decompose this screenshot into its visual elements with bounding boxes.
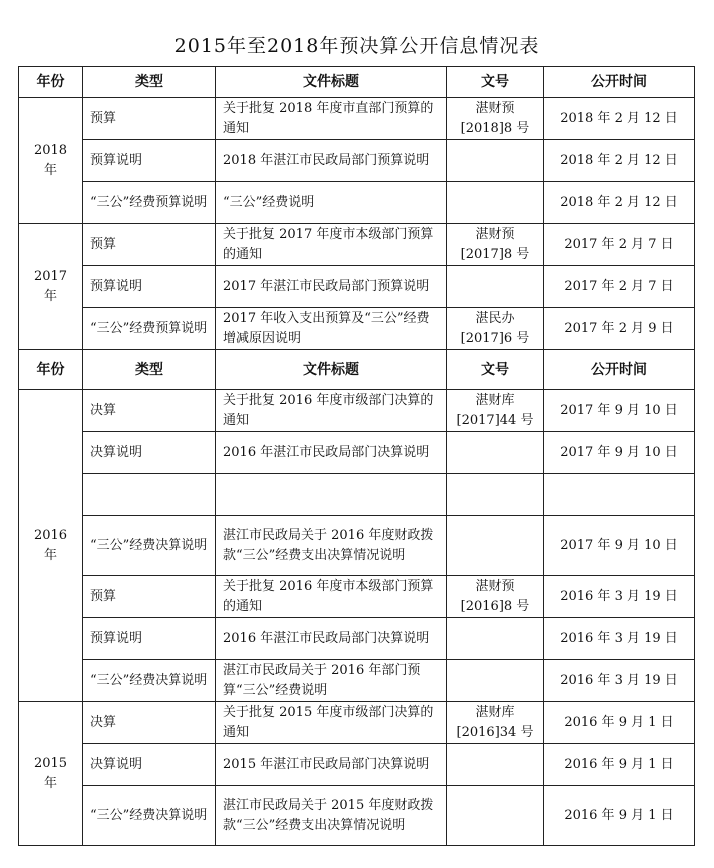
doc-title-cell: 2018 年湛江市民政局部门预算说明 (216, 140, 447, 182)
date-cell: 2017 年 2 月 7 日 (544, 224, 695, 266)
doc-no-cell (447, 786, 544, 846)
type-cell: 预算 (83, 98, 216, 140)
page-title: 2015年至2018年预决算公开信息情况表 (174, 35, 540, 57)
type-cell: 决算 (83, 390, 216, 432)
table-row (19, 98, 695, 140)
table-row (19, 618, 695, 660)
doc-title-cell: 2017 年湛江市民政局部门预算说明 (216, 266, 447, 308)
header-doc-title: 文件标题 (216, 350, 447, 390)
type-cell: 预算说明 (83, 266, 216, 308)
table-row (19, 432, 695, 474)
date-cell: 2018 年 2 月 12 日 (544, 140, 695, 182)
date-cell: 2018 年 2 月 12 日 (544, 98, 695, 140)
disclosure-table (18, 66, 695, 846)
type-cell: “三公”经费预算说明 (83, 182, 216, 224)
type-cell: “三公”经费预算说明 (83, 308, 216, 350)
date-cell (544, 474, 695, 516)
header-row (19, 67, 695, 98)
doc-title-cell: 2016 年湛江市民政局部门决算说明 (216, 432, 447, 474)
doc-no-cell: 湛民办[2017]6 号 (447, 308, 544, 350)
year-cell: 2016 年 (19, 390, 83, 702)
type-cell: 决算 (83, 702, 216, 744)
header-type: 类型 (83, 67, 216, 98)
doc-title-cell: 湛江市民政局关于 2015 年度财政拨款“三公”经费支出决算情况说明 (216, 786, 447, 846)
table-row (19, 390, 695, 432)
doc-no-cell (447, 744, 544, 786)
date-cell: 2016 年 3 月 19 日 (544, 660, 695, 702)
table-row (19, 516, 695, 576)
doc-no-cell: 湛财库[2017]44 号 (447, 390, 544, 432)
year-cell: 2018 年 (19, 98, 83, 224)
date-cell: 2017 年 2 月 9 日 (544, 308, 695, 350)
date-cell: 2017 年 9 月 10 日 (544, 432, 695, 474)
doc-no-cell: 湛财预[2018]8 号 (447, 98, 544, 140)
type-cell: 预算 (83, 576, 216, 618)
table-row (19, 266, 695, 308)
doc-no-cell (447, 660, 544, 702)
year-cell: 2015 年 (19, 702, 83, 846)
header-date: 公开时间 (544, 350, 695, 390)
type-cell: 预算说明 (83, 140, 216, 182)
doc-title-cell: 关于批复 2017 年度市本级部门预算的通知 (216, 224, 447, 266)
header-year: 年份 (19, 67, 83, 98)
table-row (19, 182, 695, 224)
type-cell: 决算说明 (83, 432, 216, 474)
doc-no-cell (447, 266, 544, 308)
doc-title-cell: 2015 年湛江市民政局部门决算说明 (216, 744, 447, 786)
doc-title-cell: “三公”经费说明 (216, 182, 447, 224)
doc-no-cell (447, 432, 544, 474)
date-cell: 2016 年 9 月 1 日 (544, 702, 695, 744)
doc-no-cell: 湛财库[2016]34 号 (447, 702, 544, 744)
doc-no-cell: 湛财预[2016]8 号 (447, 576, 544, 618)
table-row-empty (19, 474, 695, 516)
doc-title-cell: 2016 年湛江市民政局部门决算说明 (216, 618, 447, 660)
type-cell: “三公”经费决算说明 (83, 516, 216, 576)
doc-no-cell: 湛财预[2017]8 号 (447, 224, 544, 266)
doc-no-cell (447, 140, 544, 182)
type-cell: 决算说明 (83, 744, 216, 786)
header-year: 年份 (19, 350, 83, 390)
type-cell (83, 474, 216, 516)
type-cell: “三公”经费决算说明 (83, 660, 216, 702)
doc-title-cell: 关于批复 2016 年度市级部门决算的通知 (216, 390, 447, 432)
type-cell: 预算 (83, 224, 216, 266)
type-cell: 预算说明 (83, 618, 216, 660)
header-date: 公开时间 (544, 67, 695, 98)
table-row (19, 140, 695, 182)
header-doc-no: 文号 (447, 350, 544, 390)
doc-no-cell (447, 182, 544, 224)
date-cell: 2017 年 9 月 10 日 (544, 390, 695, 432)
doc-no-cell (447, 474, 544, 516)
table-row (19, 660, 695, 702)
date-cell: 2016 年 3 月 19 日 (544, 618, 695, 660)
date-cell: 2016 年 3 月 19 日 (544, 576, 695, 618)
table-row (19, 308, 695, 350)
doc-no-cell (447, 618, 544, 660)
date-cell: 2017 年 2 月 7 日 (544, 266, 695, 308)
header-doc-no: 文号 (447, 67, 544, 98)
doc-title-cell: 2017 年收入支出预算及“三公”经费增减原因说明 (216, 308, 447, 350)
header-doc-title: 文件标题 (216, 67, 447, 98)
table-row (19, 744, 695, 786)
doc-title-cell: 关于批复 2016 年度市本级部门预算的通知 (216, 576, 447, 618)
doc-title-cell: 关于批复 2015 年度市级部门决算的通知 (216, 702, 447, 744)
doc-title-cell: 湛江市民政局关于 2016 年度财政拨款“三公”经费支出决算情况说明 (216, 516, 447, 576)
table-row (19, 702, 695, 744)
type-cell: “三公”经费决算说明 (83, 786, 216, 846)
doc-title-cell (216, 474, 447, 516)
header-type: 类型 (83, 350, 216, 390)
table-row (19, 786, 695, 846)
doc-no-cell (447, 516, 544, 576)
date-cell: 2016 年 9 月 1 日 (544, 744, 695, 786)
doc-title-cell: 关于批复 2018 年度市直部门预算的通知 (216, 98, 447, 140)
date-cell: 2016 年 9 月 1 日 (544, 786, 695, 846)
doc-title-cell: 湛江市民政局关于 2016 年部门预算“三公”经费说明 (216, 660, 447, 702)
year-cell: 2017 年 (19, 224, 83, 350)
table-row (19, 224, 695, 266)
date-cell: 2018 年 2 月 12 日 (544, 182, 695, 224)
header-row (19, 350, 695, 390)
table-row (19, 576, 695, 618)
date-cell: 2017 年 9 月 10 日 (544, 516, 695, 576)
